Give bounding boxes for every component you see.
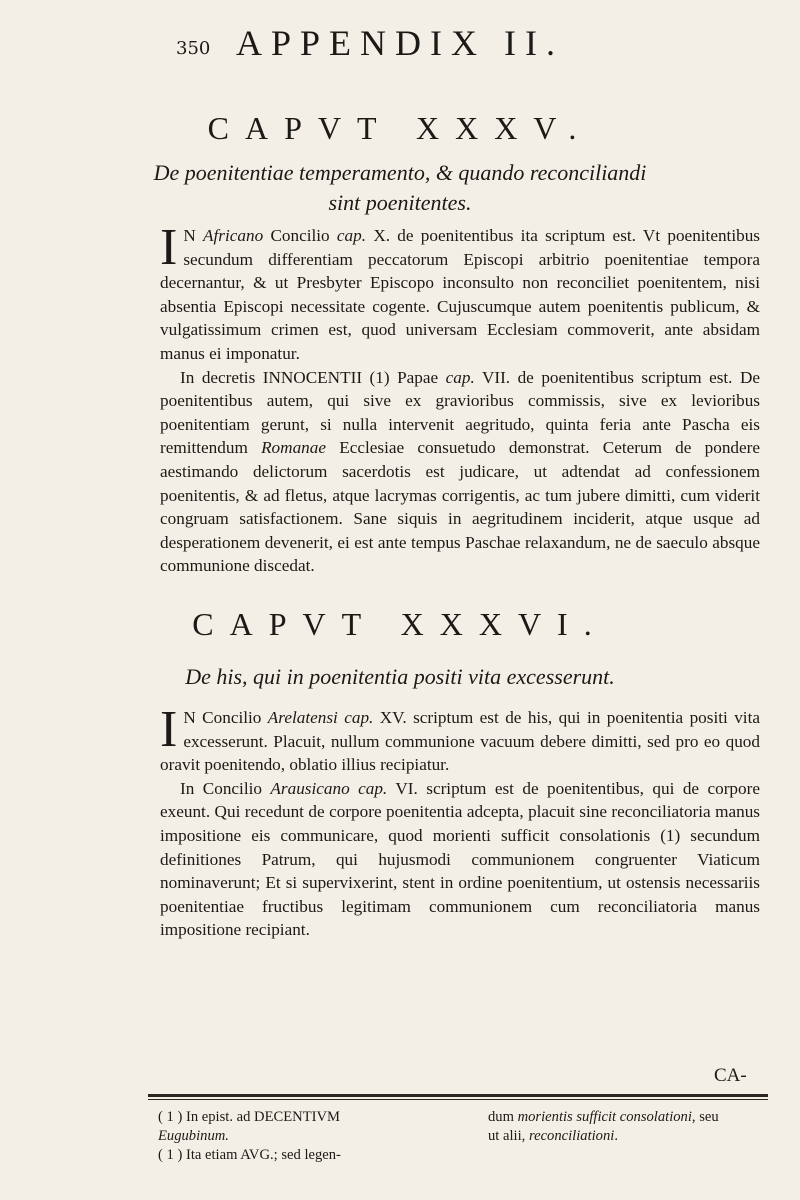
chapter-36-body [160, 701, 760, 942]
footnote-2-cont [488, 1108, 768, 1127]
footnote-1: ( 1 ) In epist. ad DECENTIVM [158, 1109, 340, 1125]
footnote-row [158, 1127, 768, 1146]
paragraph [160, 219, 760, 366]
italic-run: Romanae [261, 438, 326, 458]
italic-run: cap. [445, 367, 475, 387]
paragraph [160, 701, 760, 777]
text-run: VI. scriptum est de poenitentibus, qui de corpore exeunt. Qui recedunt de corpore poenitentia adcepta, placuit sine reconciliatoria manus impositione eis communicare, quod morienti sufficit consolationis (1) secundum definitiones Patrum, qui hujusmodi communionem congruenter Viaticum nominaverunt; Et si supervixerint, stent in ordine poenitentium, ut ostensis necessariis poenitentiae fructibus legitimam communionem cum reconciliatoria manus impositione recipiant. [160, 778, 760, 940]
footnote-rule-thick [148, 1094, 768, 1097]
chapter-35-body [160, 219, 760, 578]
paragraph [160, 366, 760, 578]
text-run: Concilio [263, 226, 337, 245]
chapter-subtitle-35-line1: De poenitentiae temperamento, & quando reconciliandi [153, 160, 647, 185]
chapter-heading-36: CAPVT XXXVI. [192, 606, 608, 642]
footnote-2: ( 1 ) Ita etiam AVG.; sed legen- [158, 1147, 341, 1163]
text-run: In Concilio [180, 778, 271, 798]
text-run: ut alii, [488, 1128, 529, 1144]
chapter-subtitle-36: De his, qui in poenitentia positi vita excesserunt. [185, 664, 615, 689]
italic-run: morientis sufficit consolationi [517, 1109, 692, 1125]
chapter-subtitle-35-line2: sint poenitentes. [328, 190, 472, 215]
footnote-1-cont [158, 1127, 488, 1146]
text-run: , seu [691, 1109, 719, 1125]
text-run: X. de poenitentibus ita scriptum est. Vt poenitentibus secundum differentiam peccatorum Episcopi arbitrio poenitentiae tempora decernantur, & ut Presbyter Episcopo inconsulto non reconciliet poenitentem, nisi absentia Episcopi necessitate cogente. Cujuscumque autem poenitentis publicum, & vulgatissimum crimen est, quod universam Ecclesiam commoverit, ante absidam manus ei imponatur. [160, 226, 760, 363]
chapter-subtitle-35 [0, 158, 800, 218]
footnote-rule-thin [148, 1099, 768, 1100]
page-number: 350 [176, 38, 211, 59]
text-run: Ecclesiae consuetudo demonstrat. Ceterum de pondere aestimando delictorum sacerdotis est judicare, ut adtendat ad confessionem poenitentis, & ad fletus, atque lacrymas corrigentis, ac tum jubere dimitti, cum viderit congruam satisfactionem. Sane siquis in aegritudinem inciderit, atque usque ad desperationem devenerit, ei est ante tempus Paschae relaxandum, ne de saeculo absque communione discedat. [160, 438, 760, 576]
text-run: In decretis INNOCENTII (1) Papae [180, 367, 446, 387]
drop-cap: I [160, 219, 178, 276]
drop-cap: I [160, 701, 178, 758]
text-run: VII. de poenitentibus scriptum est. De poenitentibus autem, qui sive ex gravioribus commissis, sive ex levioribus poenitentiam gerunt, si nulla intervenit aegritudo, quinta feria ante Pascha eis remittendum [160, 367, 760, 458]
paragraph [160, 777, 760, 942]
text-run: dum [488, 1109, 518, 1125]
italic-run: Arelatensi cap. [267, 708, 374, 727]
footnotes [158, 1108, 768, 1165]
italic-run: Arausicano cap. [270, 778, 388, 798]
footnote-2-cont [488, 1127, 768, 1146]
footnote-row [158, 1146, 768, 1165]
footnote-row [158, 1108, 768, 1127]
italic-run: Eugubinum. [158, 1128, 229, 1144]
italic-run: Africano [203, 226, 264, 245]
running-title: APPENDIX II. [236, 23, 564, 63]
catchword: CA- [714, 1065, 747, 1086]
italic-run: cap. [336, 226, 367, 245]
chapter-heading-35: CAPVT XXXV. [207, 110, 593, 146]
text-run: . [614, 1128, 618, 1144]
text-run: N [183, 226, 204, 245]
text-run: XV. scriptum est de his, qui in poenitentia positi vita excesserunt. Placuit, nullum communione vacuum debere dimitti, sed pro eo quod oravit poenitendo, oblatio illius recipiatur. [160, 708, 760, 775]
text-run: N Concilio [183, 708, 268, 727]
italic-run: reconciliationi [528, 1128, 615, 1144]
